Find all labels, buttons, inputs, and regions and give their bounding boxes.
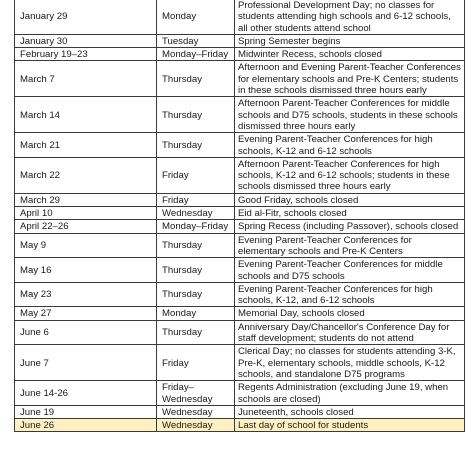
table-row xyxy=(15,419,465,432)
date-cell: May 27 xyxy=(15,307,157,320)
event-cell: Eid al-Fitr, schools closed xyxy=(235,207,465,220)
date-cell: April 10 xyxy=(15,207,157,220)
event-cell: Evening Parent-Teacher Conferences for middle schools and D75 schools xyxy=(235,258,465,283)
event-cell: Evening Parent-Teacher Conferences for high schools, K-12, and 6-12 schools xyxy=(235,282,465,307)
table-row xyxy=(15,0,465,34)
event-cell: Juneteenth, schools closed xyxy=(235,405,465,418)
day-cell: Monday xyxy=(157,0,235,34)
event-cell: Afternoon Parent-Teacher Conferences for high schools, K-12 and 6-12 schools; students in these schools dismissed three hours early xyxy=(235,157,465,193)
day-cell: Monday–Friday xyxy=(157,48,235,61)
event-cell: Anniversary Day/Chancellor's Conference Day for staff development; students do not attend xyxy=(235,320,465,345)
table-row xyxy=(15,34,465,47)
day-cell: Thursday xyxy=(157,97,235,133)
date-cell: June 19 xyxy=(15,405,157,418)
date-cell: June 14-26 xyxy=(15,381,157,406)
table-row xyxy=(15,157,465,193)
day-cell: Thursday xyxy=(157,282,235,307)
event-cell: Spring Semester begins xyxy=(235,34,465,47)
table-row xyxy=(15,207,465,220)
table-row xyxy=(15,193,465,206)
table-row xyxy=(15,133,465,158)
table-row xyxy=(15,405,465,418)
table-row xyxy=(15,345,465,381)
event-cell: Last day of school for students xyxy=(235,419,465,432)
day-cell: Thursday xyxy=(157,133,235,158)
date-cell: January 29 xyxy=(15,0,157,34)
date-cell: March 14 xyxy=(15,97,157,133)
table-row xyxy=(15,320,465,345)
day-cell: Tuesday xyxy=(157,34,235,47)
day-cell: Thursday xyxy=(157,320,235,345)
table-row xyxy=(15,381,465,406)
event-cell: Professional Development Day; no classes for students attending high schools and 6-12 schools, all other students attend school xyxy=(235,0,465,34)
date-cell: March 29 xyxy=(15,193,157,206)
date-cell: January 30 xyxy=(15,34,157,47)
table-row xyxy=(15,97,465,133)
date-cell: June 26 xyxy=(15,419,157,432)
date-cell: June 6 xyxy=(15,320,157,345)
event-cell: Regents Administration (excluding June 19, when schools are closed) xyxy=(235,381,465,406)
table-row xyxy=(15,61,465,97)
day-cell: Friday xyxy=(157,345,235,381)
date-cell: February 19–23 xyxy=(15,48,157,61)
event-cell: Afternoon Parent-Teacher Conferences for middle schools and D75 schools, students in these schools dismissed three hours early xyxy=(235,97,465,133)
day-cell: Thursday xyxy=(157,258,235,283)
date-cell: April 22–26 xyxy=(15,220,157,233)
date-cell: June 7 xyxy=(15,345,157,381)
calendar-body xyxy=(15,0,465,432)
event-cell: Memorial Day, schools closed xyxy=(235,307,465,320)
date-cell: March 21 xyxy=(15,133,157,158)
day-cell: Wednesday xyxy=(157,207,235,220)
event-cell: Evening Parent-Teacher Conferences for elementary schools and Pre-K Centers xyxy=(235,233,465,258)
date-cell: May 9 xyxy=(15,233,157,258)
event-cell: Spring Recess (including Passover), schools closed xyxy=(235,220,465,233)
day-cell: Thursday xyxy=(157,233,235,258)
day-cell: Friday xyxy=(157,193,235,206)
day-cell: Wednesday xyxy=(157,419,235,432)
day-cell: Wednesday xyxy=(157,405,235,418)
school-calendar-table xyxy=(14,0,465,432)
event-cell: Evening Parent-Teacher Conferences for high schools, K-12 and 6-12 schools xyxy=(235,133,465,158)
table-row xyxy=(15,233,465,258)
event-cell: Afternoon and Evening Parent-Teacher Conferences for elementary schools and Pre-K Centers; students in these schools dismissed three hours early xyxy=(235,61,465,97)
table-row xyxy=(15,48,465,61)
day-cell: Friday–Wednesday xyxy=(157,381,235,406)
event-cell: Good Friday, schools closed xyxy=(235,193,465,206)
day-cell: Friday xyxy=(157,157,235,193)
day-cell: Thursday xyxy=(157,61,235,97)
table-row xyxy=(15,307,465,320)
day-cell: Monday–Friday xyxy=(157,220,235,233)
date-cell: May 16 xyxy=(15,258,157,283)
date-cell: March 7 xyxy=(15,61,157,97)
day-cell: Monday xyxy=(157,307,235,320)
table-row xyxy=(15,258,465,283)
event-cell: Clerical Day; no classes for students attending 3-K, Pre-K, elementary schools, middle schools, K-12 schools, and standalone D75 programs xyxy=(235,345,465,381)
table-row xyxy=(15,220,465,233)
event-cell: Midwinter Recess, schools closed xyxy=(235,48,465,61)
table-row xyxy=(15,282,465,307)
date-cell: March 22 xyxy=(15,157,157,193)
date-cell: May 23 xyxy=(15,282,157,307)
